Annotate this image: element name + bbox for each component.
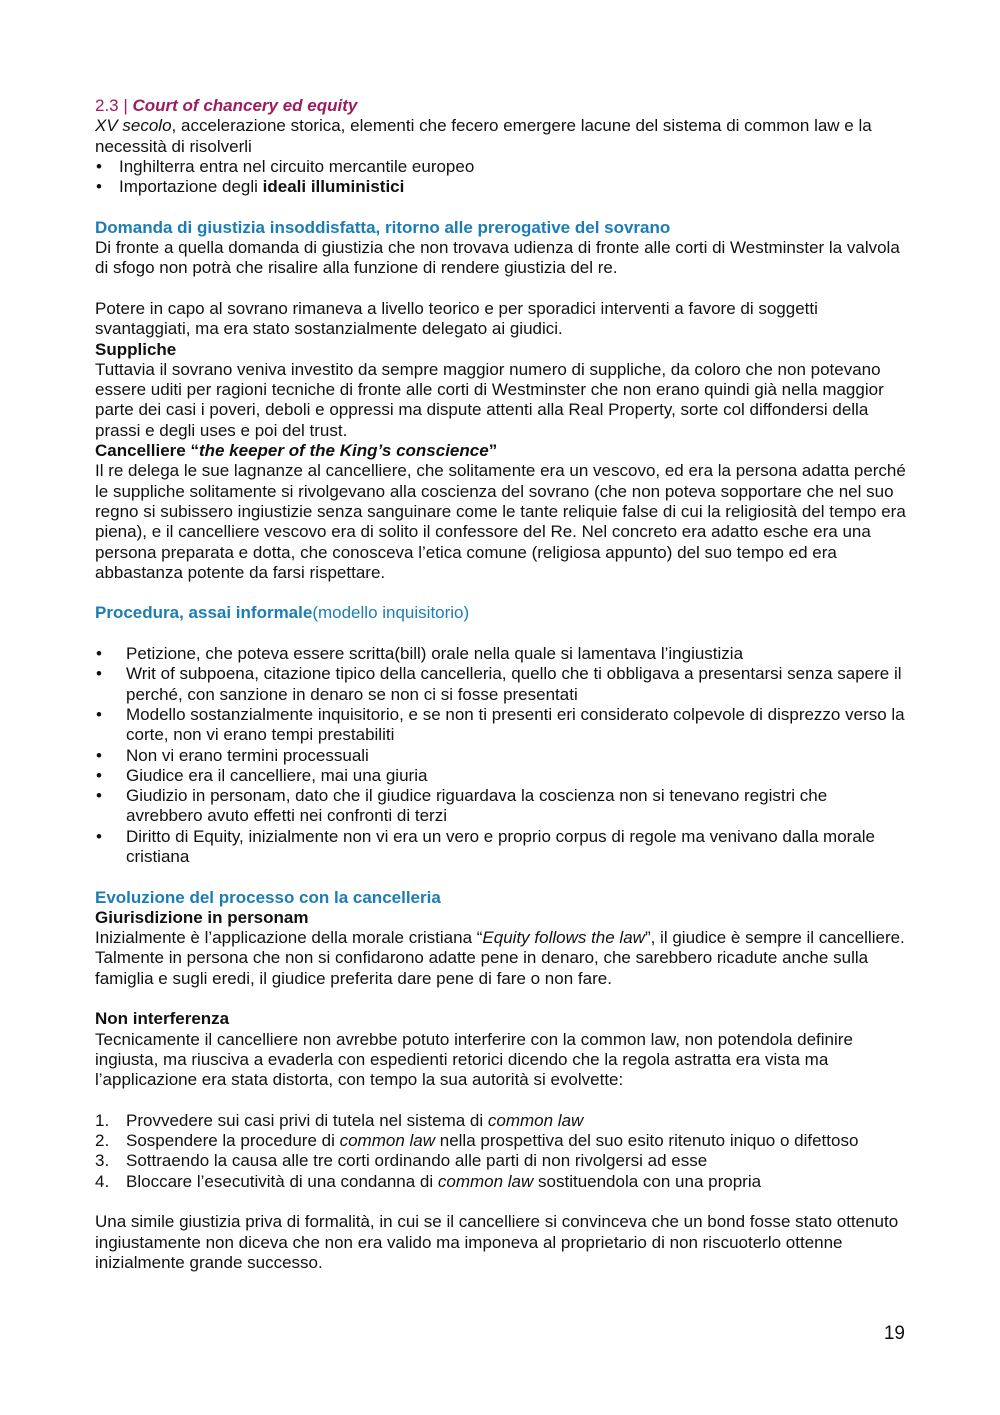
numbered-list [95, 1111, 907, 1192]
subheading-giurisdizione: Giurisdizione in personam [95, 907, 309, 927]
list-item: 3. Sottraendo la causa alle tre corti ordinando alle parti di non rivolgersi ad esse [95, 1151, 708, 1171]
list-item: • Importazione degli ideali illuministici [95, 177, 907, 197]
paragraph: Tuttavia il sovrano veniva investito da sempre maggior numero di suppliche, da coloro che non potevano essere uditi per ragioni tecniche di fronte alle corti di Westminster che non erano quindi già nella maggior parte dei casi i poveri, deboli e oppressi ma dispute attenti alla Real Property, sorte col diffondersi della prassi e degli uses e poi del trust. [95, 359, 884, 440]
section-title [95, 96, 907, 116]
paragraph: Tecnicamente il cancelliere non avrebbe potuto interferire con la common law, non potendola definire ingiusta, ma riusciva a evaderla con espedienti retorici dicendo che la regola astratta era vista ma l’applicazione era stata distorta, con tempo la sua autorità si evolvette: [95, 1029, 853, 1090]
paragraph: Potere in capo al sovrano rimaneva a livello teorico e per sporadici interventi a favore di soggetti svantaggiati, ma era stato sostanzialmente delegato ai giudici. [95, 298, 818, 339]
subheading-non-interferenza: Non interferenza [95, 1009, 230, 1029]
heading-evoluzione: Evoluzione del processo con la cancelleria [95, 887, 441, 907]
paragraph-closing: Una simile giustizia priva di formalità, in cui se il cancelliere si convinceva che un bond fosse stato ottenuto ingiustamente non diceva che non era valido ma imponeva al proprietario di non riscuoterlo ottenne inizialmente grande successo. [95, 1212, 899, 1272]
list-item: 2. Sospendere la procedure di common law nella prospettiva del suo esito ritenuto iniquo o difettoso [95, 1131, 859, 1151]
subheading-cancelliere: Cancelliere “the keeper of the King’s conscience” [95, 441, 498, 461]
list-item: • Non vi erano termini processuali [95, 746, 907, 766]
heading-procedura: Procedura, assai informale(modello inquisitorio) [95, 603, 470, 623]
section-number: 2.3 | [95, 96, 133, 115]
list-item: • Petizione, che poteva essere scritta(bill) orale nella quale si lamentava l’ingiustizia [95, 644, 907, 664]
procedura-bullet-list [95, 644, 907, 867]
page-number: 19 [883, 1323, 905, 1344]
paragraph: Il re delega le sue lagnanze al cancelliere, che solitamente era un vescovo, ed era la persona adatta perché le suppliche solitamente si rivolgevano alla coscienza del sovrano (che non poteva sopportare che nel suo regno si subissero ingiustizie senza sanguinare come le tante reliquie false di cui la religiosità del tempo era piena), e il cancelliere vescovo era di solito il confessore del Re. Nel concreto era adatto esche era una persona preparata e dotta, che conosceva l’etica comune (religiosa appunto) del suo tempo ed era abbastanza potente da farsi rispettare. [95, 461, 906, 582]
paragraph: Di fronte a quella domanda di giustizia che non trovava udienza di fronte alle corti di Westminster la valvola di sfogo non potrà che risalire alla funzione di rendere giustizia del re. [95, 238, 900, 278]
document-page [95, 96, 907, 1273]
section-name: Court of chancery ed equity [132, 96, 358, 115]
list-item: 1. Provvedere sui casi privi di tutela nel sistema di common law [95, 1110, 584, 1130]
list-item: • Giudizio in personam, dato che il giudice riguardava la coscienza non si tenevano registri che avrebbero avuto effetti nei confronti di terzi [95, 786, 907, 827]
list-item: 4. Bloccare l’esecutività di una condanna di common law sostituendola con una propria [95, 1171, 762, 1191]
list-item: • Diritto di Equity, inizialmente non vi era un vero e proprio corpus di regole ma venivano dalla morale cristiana [95, 827, 907, 868]
intro-bullet-list [95, 157, 907, 198]
list-item: • Inghilterra entra nel circuito mercantile europeo [95, 157, 907, 177]
section-intro: XV secolo, accelerazione storica, elementi che fecero emergere lacune del sistema di common law e la necessità di risolverli [95, 116, 872, 156]
list-item: • Modello sostanzialmente inquisitorio, e se non ti presenti eri considerato colpevole di disprezzo verso la corte, non vi erano tempi prestabiliti [95, 705, 907, 746]
list-item: • Giudice era il cancelliere, mai una giuria [95, 766, 907, 786]
paragraph: Inizialmente è l’applicazione della morale cristiana “Equity follows the law”, il giudice è sempre il cancelliere. Talmente in persona che non si confidarono adatte pene in denaro, che sarebbero ricadute anche sulla famiglia e sugli eredi, il giudice preferita dare pene di fare o non fare. [95, 928, 905, 988]
list-item: • Writ of subpoena, citazione tipico della cancelleria, quello che ti obbligava a presentarsi senza sapere il perché, con sanzione in denaro se non ci si fosse presentati [95, 664, 907, 705]
heading-domanda: Domanda di giustizia insoddisfatta, ritorno alle prerogative del sovrano [95, 217, 671, 237]
subheading-suppliche: Suppliche [95, 339, 177, 359]
